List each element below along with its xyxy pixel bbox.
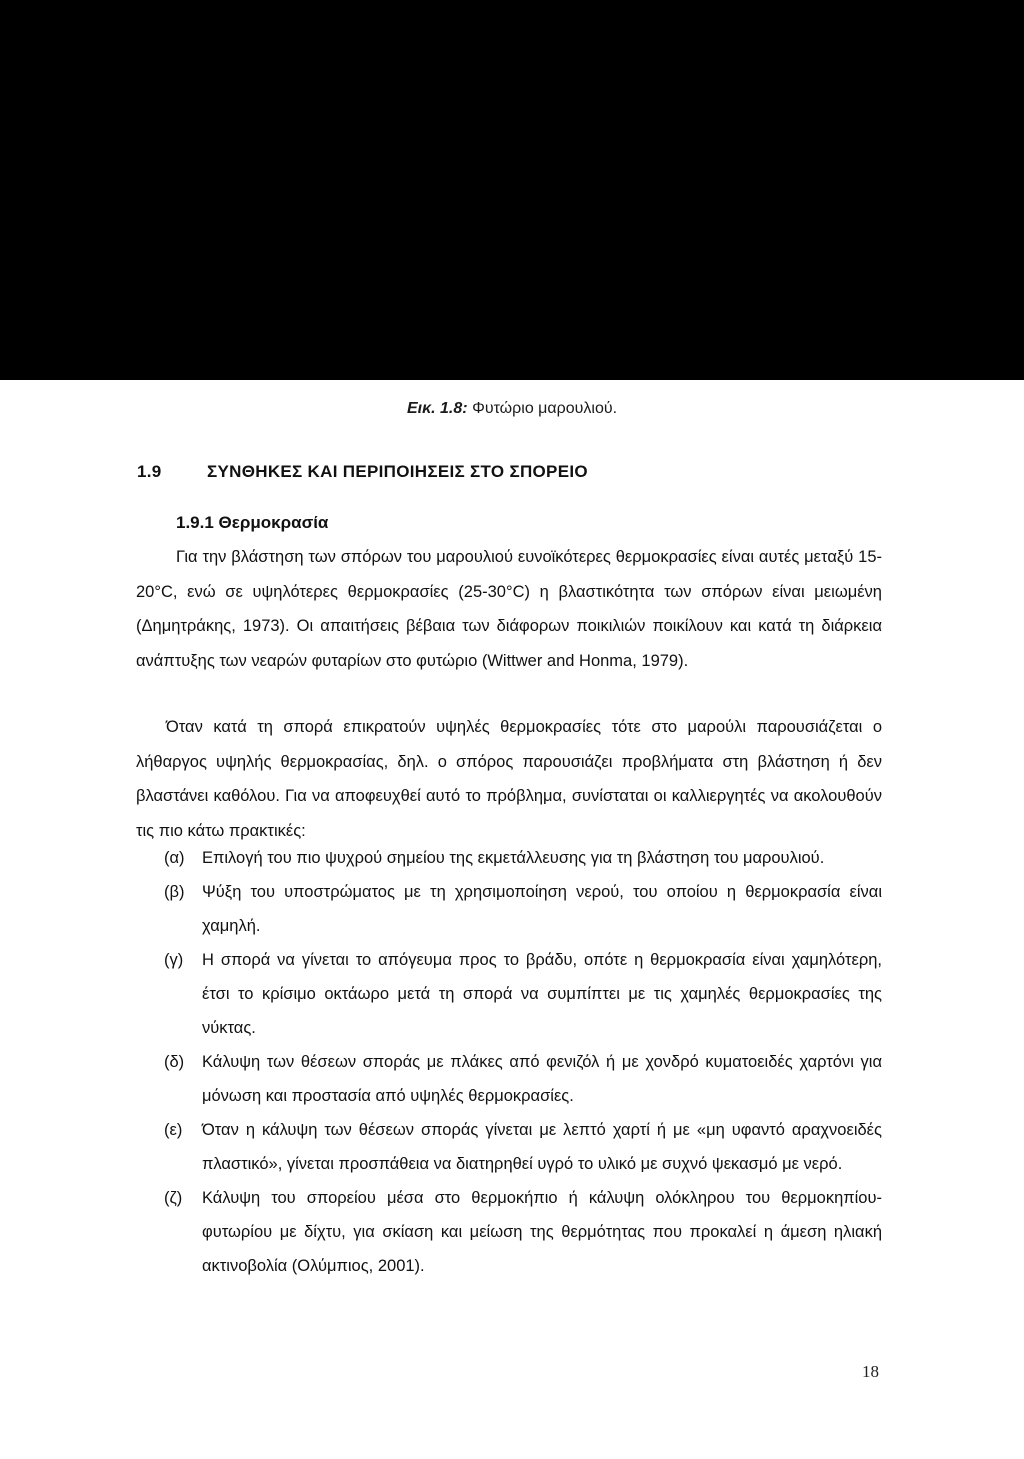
list-item-text: Όταν η κάλυψη των θέσεων σποράς γίνεται με λεπτό χαρτί ή με «μη υφαντό αραχνοειδές πλαστικό», γίνεται προσπάθεια να διατηρηθεί υγρό το υλικό με συχνό ψεκασμό με νερό. [202,1121,882,1173]
list-item-text: Η σπορά να γίνεται το απόγευμα προς το βράδυ, οπότε η θερμοκρασία είναι χαμηλότερη, έτσι το κρίσιμο οκτάωρο μετά τη σπορά να συμπίπτει με τις χαμηλές θερμοκρασίες της νύκτας. [202,951,882,1037]
list-marker: (ζ) [164,1189,183,1207]
list-marker: (α) [164,849,185,867]
list-item [164,1181,882,1283]
list-item-text: Επιλογή του πιο ψυχρού σημείου της εκμετάλλευσης για τη βλάστηση του μαρουλιού. [202,849,825,867]
paragraph-temperature-intro: Για την βλάστηση των σπόρων του μαρουλιού ευνοϊκότερες θερμοκρασίες είναι αυτές μεταξύ 15-20°C, ενώ σε υψηλότερες θερμοκρασίες (25-30°C) η βλαστικότητα των σπόρων είναι μειωμένη (Δημητράκης, 1973). Οι απαιτήσεις βέβαια των διάφορων ποικιλιών ποικίλουν και κατά τη διάρκεια ανάπτυξης των νεαρών φυταρίων στο φυτώριο (Wittwer and Honma, 1979). [136,548,882,670]
section-number: 1.9 [137,462,162,481]
subsection-heading: 1.9.1 Θερμοκρασία [176,513,329,532]
page-number: 18 [862,1362,879,1381]
list-marker: (β) [164,883,185,901]
list-item [164,841,882,875]
section-heading [137,462,588,482]
list-item [164,875,882,943]
figure-photo [0,0,1024,380]
figure-caption [0,400,1024,418]
paragraph-high-temperature: Όταν κατά τη σπορά επικρατούν υψηλές θερμοκρασίες τότε στο μαρούλι παρουσιάζεται ο λήθαργος υψηλής θερμοκρασίας, δηλ. ο σπόρος παρουσιάζει προβλήματα στη βλάστηση ή δεν βλαστάνει καθόλου. Για να αποφευχθεί αυτό το πρόβλημα, συνίσταται οι καλλιεργητές να ακολουθούν τις πιο κάτω πρακτικές: [136,718,882,840]
list-item [164,943,882,1045]
list-item-text: Ψύξη του υποστρώματος με τη χρησιμοποίηση νερού, του οποίου η θερμοκρασία είναι χαμηλή. [202,883,882,935]
list-marker: (γ) [164,951,184,969]
list-marker: (δ) [164,1053,185,1071]
section-title: ΣΥΝΘΗΚΕΣ ΚΑΙ ΠΕΡΙΠΟΙΗΣΕΙΣ ΣΤΟ ΣΠΟΡΕΙΟ [207,462,588,481]
figure-label: Εικ. 1.8: [406,400,468,417]
list-item-text: Κάλυψη των θέσεων σποράς με πλάκες από φενιζόλ ή με χονδρό κυματοειδές χαρτόνι για μόνωση και προστασία από υψηλές θερμοκρασίες. [202,1053,882,1105]
list-item-text: Κάλυψη του σπορείου μέσα στο θερμοκήπιο ή κάλυψη ολόκληρου του θερμοκηπίου-φυτωρίου με δίχτυ, για σκίαση και μείωση της θερμότητας που προκαλεί η άμεση ηλιακή ακτινοβολία (Ολύμπιος, 2001). [202,1189,882,1275]
list-marker: (ε) [164,1121,183,1139]
figure-caption-text: Φυτώριο μαρουλιού. [472,400,618,417]
practices-list [164,841,882,1283]
list-item [164,1113,882,1181]
list-item [164,1045,882,1113]
